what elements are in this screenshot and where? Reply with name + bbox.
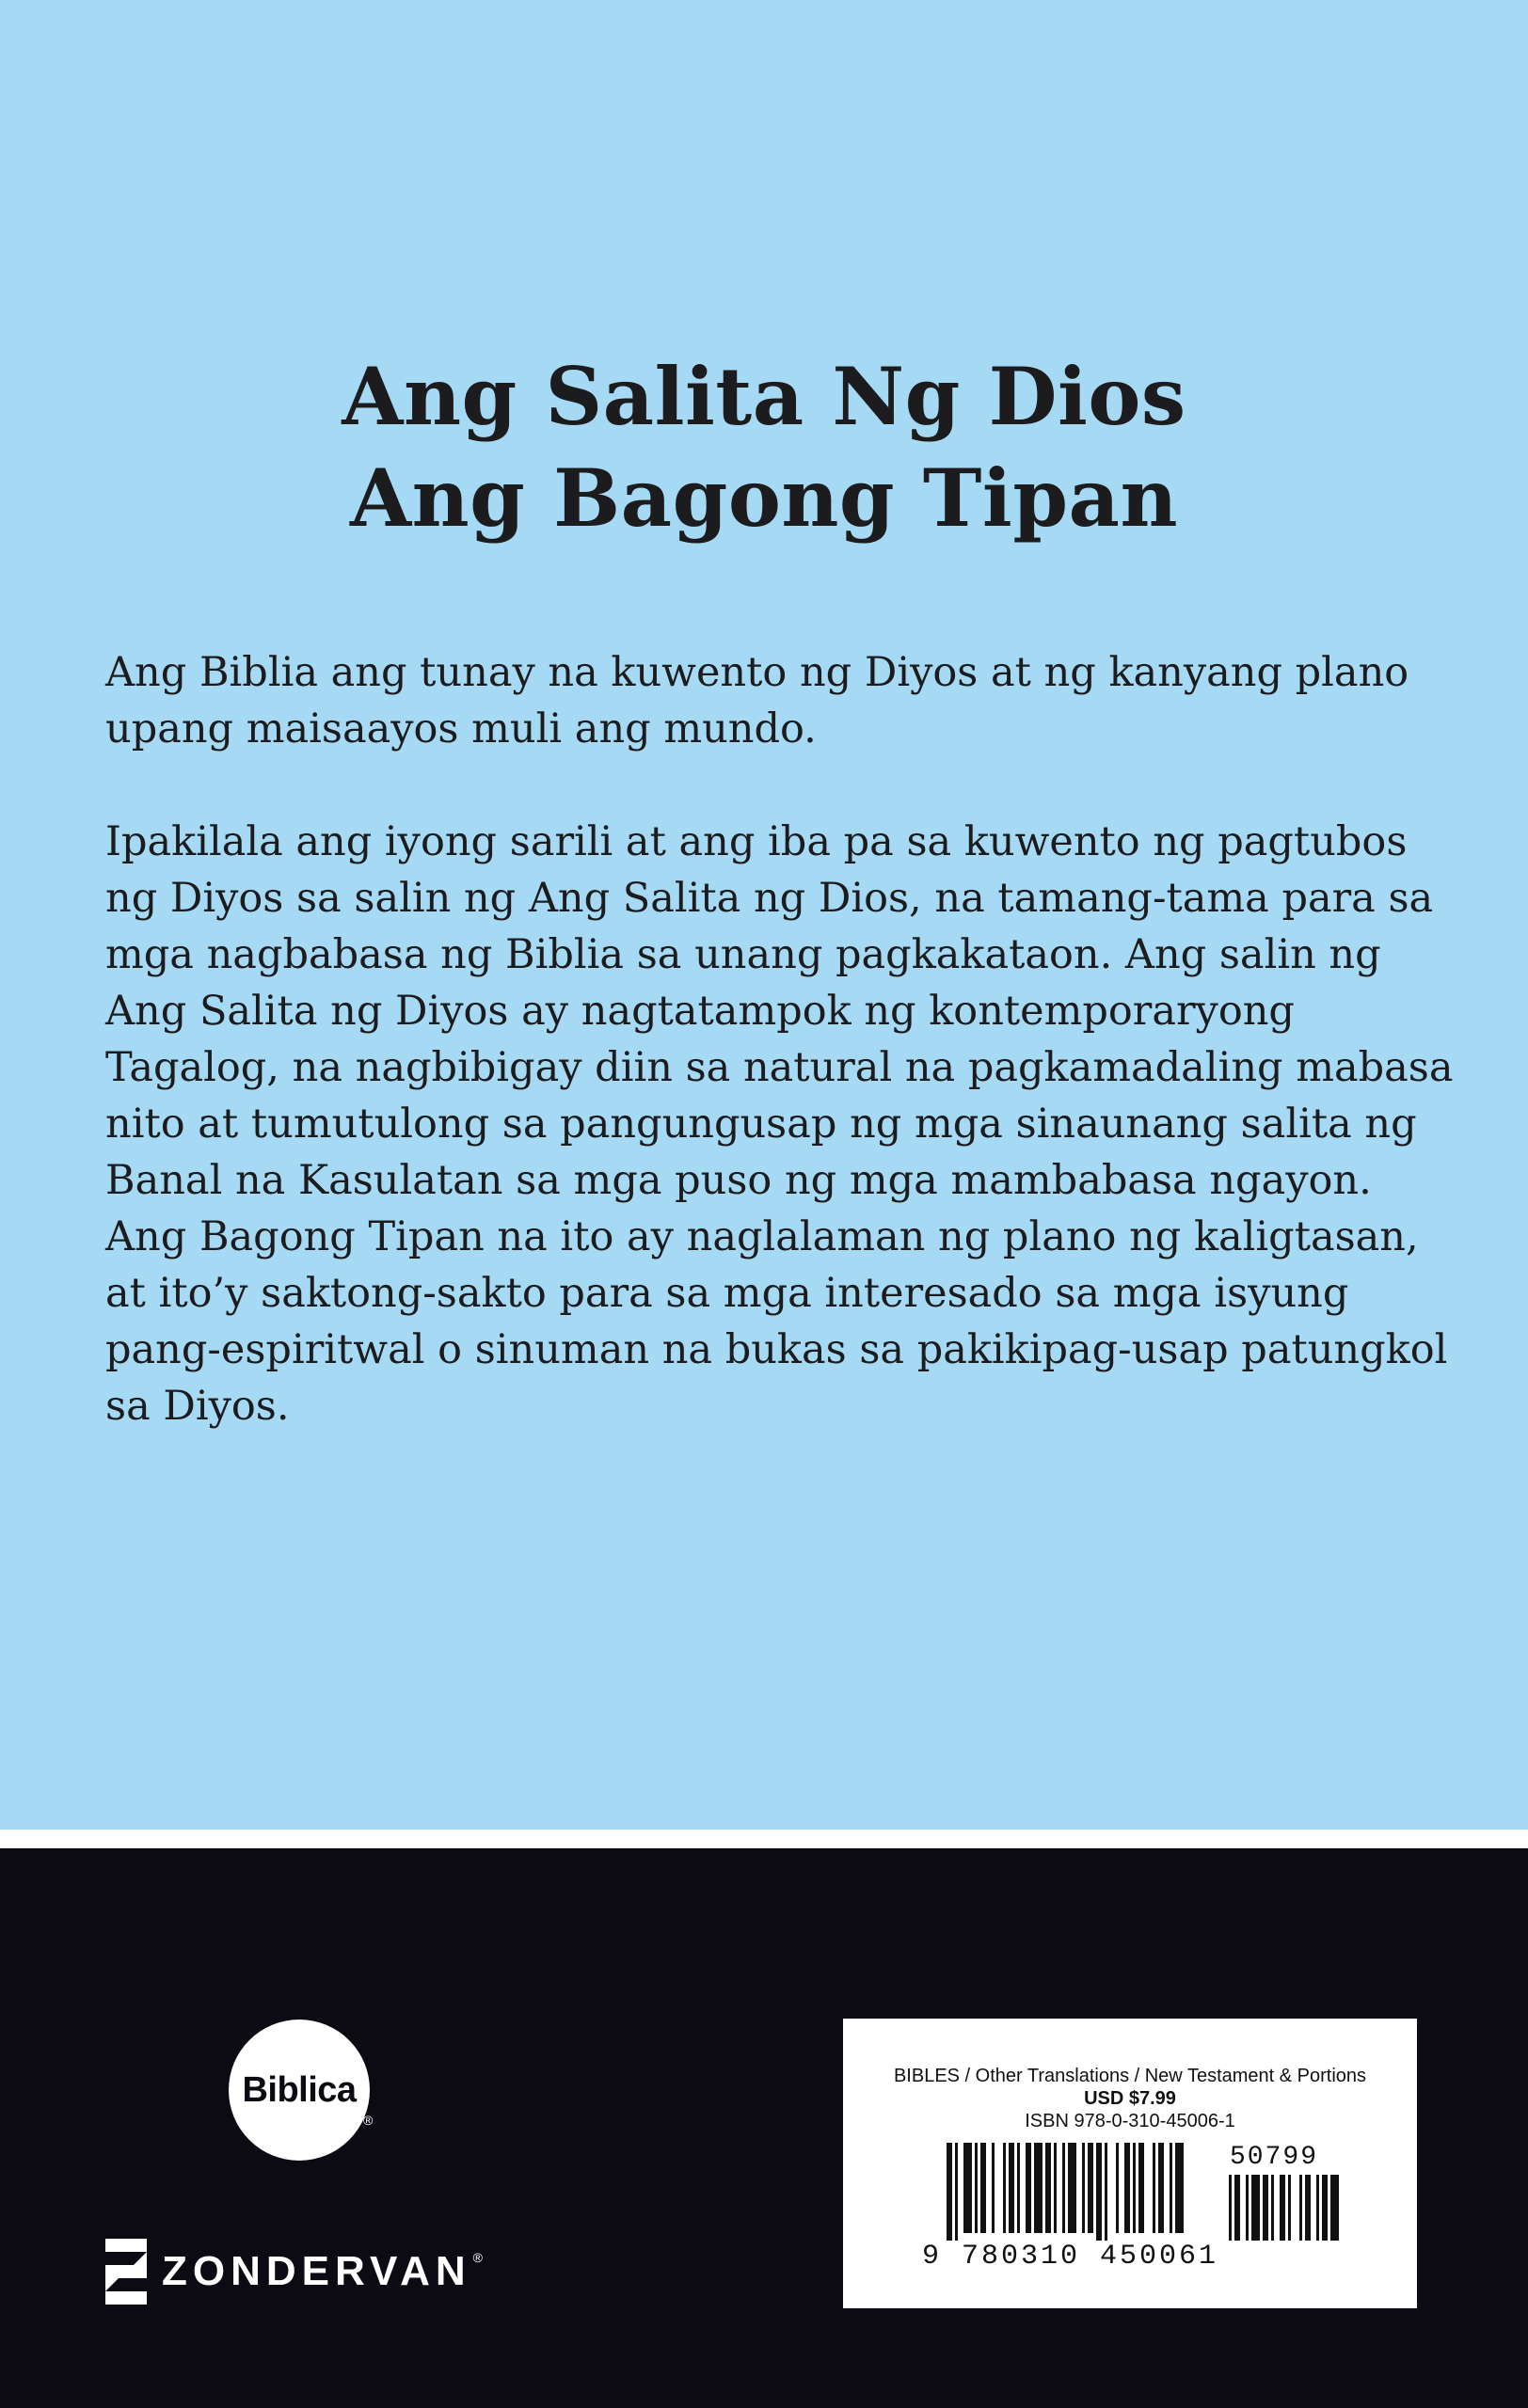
barcode-bar	[1088, 2143, 1093, 2233]
zondervan-z-icon	[105, 2239, 147, 2305]
barcode-bar	[1003, 2143, 1006, 2233]
barcode-addon-bar	[1316, 2175, 1319, 2241]
barcode-bar	[1009, 2143, 1014, 2233]
barcode-bar	[1034, 2143, 1043, 2233]
barcode-bar	[992, 2143, 995, 2233]
barcode-addon-digits: 50799	[1229, 2143, 1318, 2172]
bisac-category: BIBLES / Other Translations / New Testament & Portions	[893, 2066, 1367, 2086]
barcode-ean-digits: 9 780310 450061	[922, 2241, 1219, 2273]
barcode-bar	[1175, 2143, 1184, 2233]
zondervan-registered-mark: ®	[472, 2250, 483, 2265]
barcode-addon-bar	[1288, 2175, 1291, 2241]
barcode-bar	[1153, 2143, 1155, 2233]
title-line-2: Ang Bagong Tipan	[349, 452, 1179, 545]
barcode-bar	[955, 2143, 958, 2241]
isbn-number: ISBN 978-0-310-45006-1	[1025, 2111, 1235, 2131]
barcode-bar	[1045, 2143, 1051, 2233]
barcode-addon-bar	[1322, 2175, 1328, 2241]
barcode-bar	[1062, 2143, 1065, 2233]
barcode-bar	[947, 2143, 952, 2241]
zondervan-wordmark: ZONDERVAN	[162, 2248, 471, 2294]
barcode-bar	[1026, 2143, 1031, 2233]
barcode-bar	[1133, 2143, 1136, 2233]
barcode-bar	[1096, 2143, 1102, 2241]
book-title	[0, 346, 1528, 549]
barcode-bar	[1082, 2143, 1085, 2233]
barcode-bar	[1158, 2143, 1164, 2233]
barcode-bar	[1124, 2143, 1130, 2233]
barcode-addon-bar	[1229, 2175, 1232, 2241]
barcode-bar	[963, 2143, 972, 2233]
zondervan-logo	[105, 2239, 483, 2305]
divider-band	[0, 1830, 1528, 1848]
blurb-paragraph-1: Ang Biblia ang tunay na kuwento ng Diyos at ng kanyang plano upang maisaayos muli ang mundo.	[105, 649, 1409, 752]
barcode-addon-bar	[1263, 2175, 1268, 2241]
barcode-panel	[843, 2019, 1417, 2308]
barcode-addon-bar	[1234, 2175, 1240, 2241]
barcode-addon-bar	[1299, 2175, 1302, 2241]
biblica-wordmark: Biblica	[242, 2069, 357, 2110]
barcode-bar	[1017, 2143, 1020, 2233]
barcode-addon-bar	[1330, 2175, 1339, 2241]
blurb-text	[105, 644, 1460, 1491]
retail-price: USD $7.99	[1084, 2088, 1176, 2109]
biblica-registered-mark: ®	[363, 2113, 374, 2128]
barcode-addon-bar	[1280, 2175, 1285, 2241]
barcode-bar	[1068, 2143, 1076, 2233]
biblica-logo	[229, 2020, 370, 2161]
barcode-addon-bar	[1271, 2175, 1274, 2241]
blurb-paragraph-2: Ipakilala ang iyong sarili at ang iba pa sa kuwento ng pagtubos ng Diyos sa salin ng Ang Salita ng Dios, na tamang-tama para sa mga nagbabasa ng Biblia sa unang pagkakataon. Ang salin ng Ang Salita ng Diyos ay nagtatampok ng kontemporaryong Tagalog, na nagbibigay diin sa natural na pagkamadaling mabasa nito at tumutulong sa pangungusap ng mga sinaunang salita ng Banal na Kasulatan sa mga puso ng mga mambabasa ngayon. Ang Bagong Tipan na ito ay naglalaman ng plano ng kaligtasan, at ito’y saktong-sakto para sa mga interesado sa mga isyung pang-espiritwal o sinuman na bukas sa pakikipag-usap patungkol sa Diyos.	[105, 818, 1454, 1430]
barcode-addon-bar	[1251, 2175, 1260, 2241]
title-line-1: Ang Salita Ng Dios	[342, 350, 1186, 443]
barcode-addon-bar	[1305, 2175, 1311, 2241]
barcode-bar	[980, 2143, 986, 2233]
barcode-bar	[1138, 2143, 1144, 2233]
barcode-addon-bar	[1246, 2175, 1249, 2241]
barcode-bar	[1054, 2143, 1057, 2233]
barcode-bar	[975, 2143, 978, 2233]
barcode-bar	[1170, 2143, 1172, 2233]
barcode-bar	[1105, 2143, 1107, 2241]
barcode-bar	[1116, 2143, 1119, 2233]
